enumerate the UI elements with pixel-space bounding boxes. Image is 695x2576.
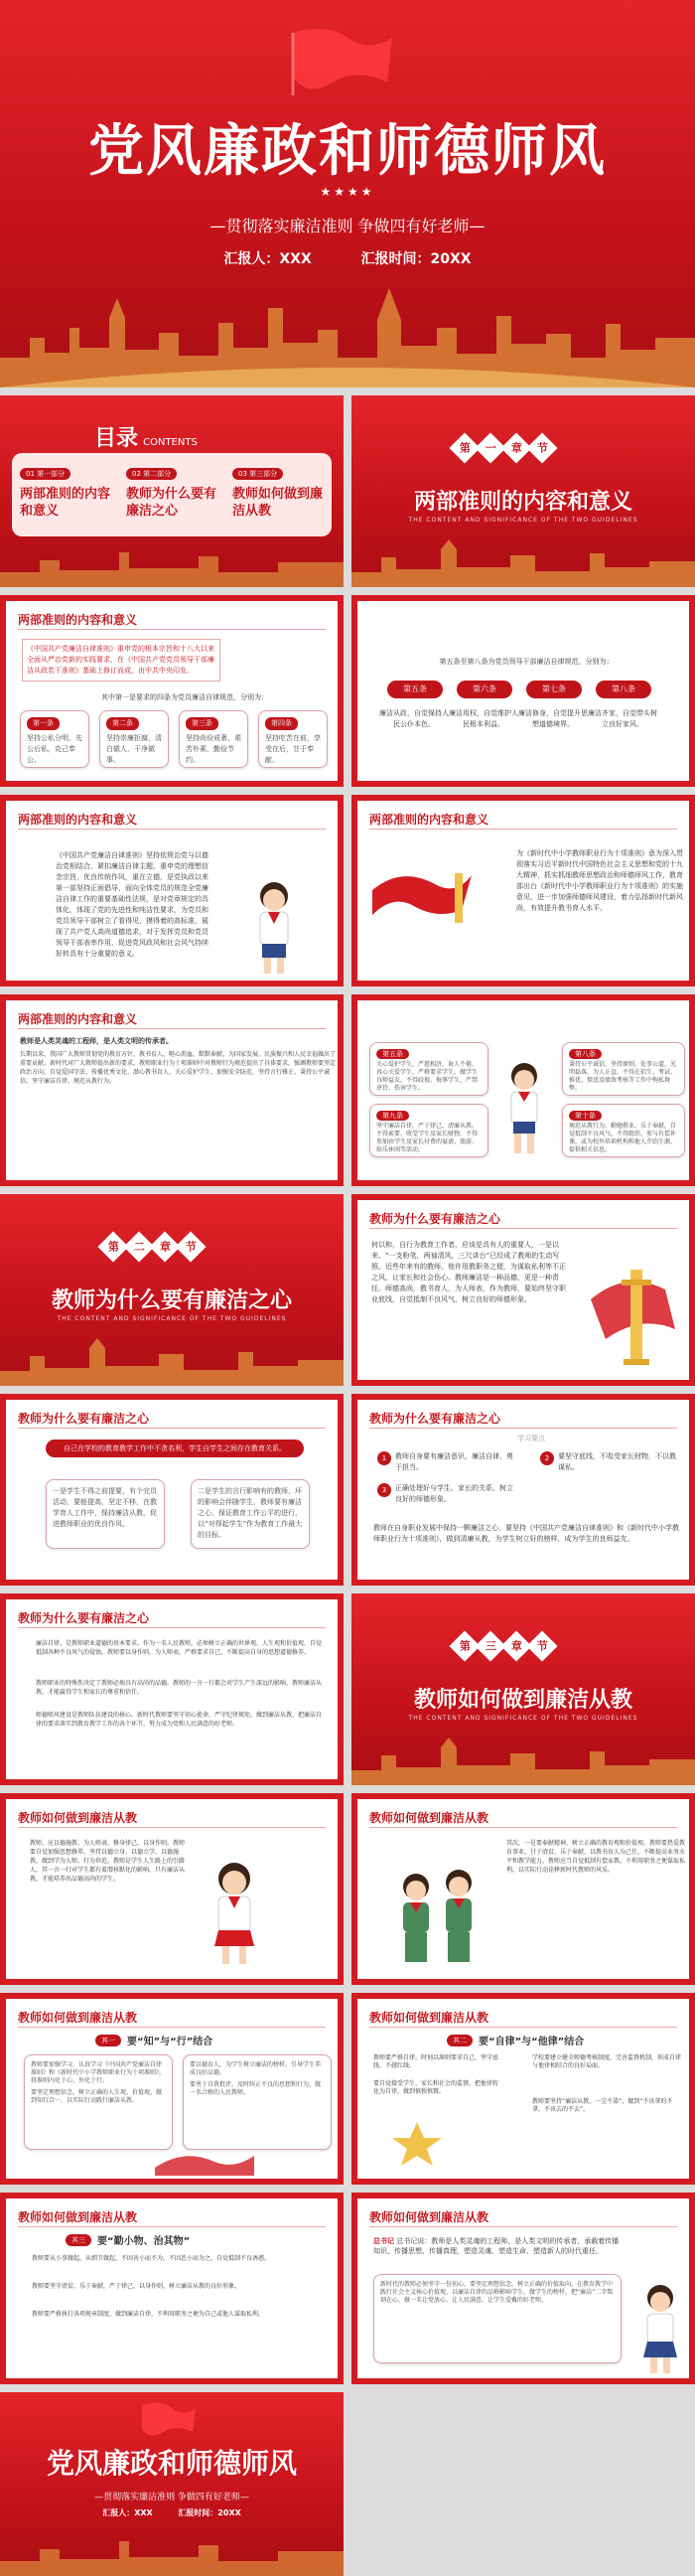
point-text: 教师要坚持“廉洁从教、一尘不染”，做到“不该拿的不拿，不该去的不去”。 [532,2098,673,2113]
closing-title: 党风廉政和师德师风 [46,2447,297,2480]
rule-card: 第十条 规范从教行为，勤勉敬业，乐于奉献，自觉抵制不良风气。不得组织、参与有偿补课，或为校外培训机构和他人介绍生源、提供相关信息。 [562,1104,685,1157]
slide-heart-b [0,1394,344,1586]
section-header: 教师如何做到廉洁从教 [369,2210,489,2224]
section-header: 教师为什么要有廉洁之心 [369,1412,501,1426]
rule-card: 第五条 关心爱护学生，严慈相济，诲人不倦，真心关爱学生，严格要求学生，做学生良师益友。不得歧视、侮辱学生，严禁虐待、伤害学生。 [369,1042,488,1096]
point-text: 学校要建立健全师德考核制度，完善监督机制，形成自律与他律相结合的良好局面。 [532,2054,682,2069]
section-header: 教师为什么要有廉洁之心 [18,1412,150,1426]
slide-norms-e [0,994,344,1186]
toc-item[interactable] [232,461,328,520]
quote-block [373,2236,622,2256]
mid-text: 其中第一是要求的四条为党员廉洁自律规范，分别为： [101,693,268,701]
slide-practice-b [351,1793,695,1985]
toc-item-label: 两部准则的内容和意义 [20,487,111,519]
skyline-graphic [351,1736,695,1785]
point-banner [447,2033,584,2047]
cover-title: 党风廉政和师德师风 [88,119,607,184]
student-illustration [499,1058,549,1161]
slide-norms-d [351,795,695,986]
toc-item-label: 教师如何做到廉洁从教 [232,487,324,519]
chapter-3-slide [351,1593,695,1785]
cover-subtitle: —贯彻落实廉洁准则 争做四有好老师— [209,217,486,235]
rule-card: 第四条 坚持吃苦在前，享受在后，甘于奉献。 [258,710,328,768]
section-header: 教师如何做到廉洁从教 [18,1811,138,1825]
slide-norms-b [351,595,695,787]
rule-card: 第八条 秉持公平诚信，坚持原则，处事公道，光明磊落，为人正直。不得在招生、考试、推优、保送及绩效考核等工作中徇私舞弊。 [562,1042,685,1096]
point-card: 要以德育人，为学生树立廉洁的榜样，引导学生养成良好品德。 要勇于自我批评，及时纠正不良的思想和行为，做一名合格的人民教师。 [183,2054,332,2150]
point-tag: 其三 [66,2234,91,2246]
rule-text: 廉洁修身，自觉提升思想道德境界。 [518,709,588,728]
toc-title: 目录 [94,426,139,451]
rule-pill: 第六条 [457,681,512,698]
toc-item[interactable] [126,461,221,520]
skyline-graphic [351,537,695,587]
toc-item-label: 教师为什么要有廉洁之心 [126,487,217,519]
students-illustration [381,1869,490,1972]
rule-pill: 第八条 [596,681,651,698]
point-banner [95,2033,212,2047]
point-text: 教师要从小事做起，从细节做起，不因善小而不为，不因恶小而为之，自觉抵制不良诱惑。 [32,2255,271,2262]
party-emblem-icon [387,2120,447,2174]
skyline-graphic [0,2531,344,2576]
huabiao-illustration [586,1260,685,1373]
closing-date: 汇报时间：20XX [178,2508,241,2517]
section-header: 两部准则的内容和意义 [18,613,138,627]
point-marker: 1 [377,1451,391,1465]
slide-practice-d [351,1993,695,2185]
point-text: 要坚守底线，不收受家长财物，不以教谋私。 [558,1452,676,1471]
cover-slide [0,0,695,387]
point-text: 正确处理好与学生、家长的关系，树立良好的师德形象。 [395,1484,513,1503]
section-header: 教师如何做到廉洁从教 [18,2210,138,2224]
point-marker: 2 [540,1451,554,1465]
section-header: 教师如何做到廉洁从教 [18,2011,138,2025]
rule-card: 第三条 坚持尚俭戒奢，艰苦朴素，勤俭节约。 [179,710,248,768]
rule-text: 廉洁从政，自觉保持人民公仆本色。 [379,709,449,728]
point-card: 教师要加强学习，认真学习《中国共产党廉洁自律准则》和《新时代中小学教师职业行为十项准则》，将准则内化于心、外化于行。 要坚定理想信念，树立正确的人生观、价值观，做到知行合一，以实际行动践行廉洁从教。 [24,2054,173,2150]
body-text: 教师职业的特殊性决定了教师必须具有高尚的品德。教师的一言一行都会对学生产生深远的影响，教师廉洁从教，才能赢得学生和家长的尊重和信任。 [36,1680,323,1696]
chapter-title: 教师如何做到廉洁从教 [413,1688,632,1713]
rule-text: 廉洁用权，自觉维护人民根本利益。 [449,709,518,728]
chapter-badge: 第 三 章 节 [454,1635,553,1657]
closing-meta [0,2507,344,2518]
point-text: 教师要严格执行各项规章制度，做到廉洁自律，不利用职务之便为自己或他人谋取私利。 [32,2311,265,2318]
body-text: 廉洁自律，是教师职业道德的基本要求。作为一名人民教师，必须树立正确的世界观、人生观和价值观，自觉抵制各种不良风气的侵蚀。教师要以身作则，为人师表，严格要求自己，不断提高自身的思想道德修养。 [36,1640,323,1656]
student-illustration [244,878,304,982]
slide-practice-a [0,1793,344,1985]
slide-practice-c [0,1993,344,2185]
teacher-illustration [635,2282,685,2380]
quote-label: 总书记 [373,2237,394,2245]
point-text: 教师要坚守清贫，乐于奉献，严于律己，以身作则，树立廉洁从教的良好形象。 [32,2283,241,2290]
section-header: 教师如何做到廉洁从教 [369,2011,489,2025]
intro-text: 第五条至第八条为党员领导干部廉洁自律规范，分别为： [439,658,614,666]
ribbon-graphic [155,2148,254,2182]
body-text: 何以和，自行为教育工作者，应该是具有人的重要人，一是以来、“一支粉笔，两袖清风，三尺讲台”已经成了教师的生动写照。近些年来有的教师，他许用教职务之便，为谋取私利等不正之风，让家长和社会伤心。教师廉洁是一种品德，更是一种责任。师德高尚，教书育人，为人师表，作为教师，要始终坚守职业底线，自觉抵制不良风气，树立良好的师德形象。 [371,1241,566,1303]
point-title: 要“自律”与“他律”结合 [479,2037,585,2047]
point-title: 要“知”与“行”结合 [127,2037,213,2047]
flag-icon [139,2402,199,2446]
section-header: 两部准则的内容和意义 [18,813,138,827]
toc-heading [94,421,198,452]
chapter-title: 两部准则的内容和意义 [413,490,632,515]
flag-icon [288,28,397,97]
toc-item[interactable] [20,461,115,520]
section-header: 两部准则的内容和意义 [369,813,489,827]
slide-norms-c [0,795,344,986]
slide-practice-f [351,2193,695,2384]
student-illustration [205,1859,264,1972]
chapter-subtitle: THE CONTENT AND SIGNIFICANCE OF THE TWO GUIDELINES [408,517,638,524]
slide-heart-d [0,1593,344,1785]
section-header: 两部准则的内容和意义 [18,1012,138,1026]
rule-card: 第九条 坚守廉洁自律，严于律己，清廉从教。不得索要、收受学生及家长财物，不得参加由学生及家长付费的宴请、旅游、娱乐休闲等活动。 [369,1104,488,1157]
rule-card: 第一条 坚持公私分明，先公后私，克己奉公。 [20,710,89,768]
ribbon-graphic [367,865,477,929]
slide-norms-a [0,595,344,787]
reason-card: 二是学生的言行影响有的教师，坏的影响会伴随学生，教师要有廉洁之心，保证教育工作公平的进行，以“对得起学生”作为教育工作最大的目标。 [191,1479,310,1549]
intro-text: 《中国共产党廉洁自律准则》重申党的根本宗旨和十八大以来全面从严治党新的实践要求，在《中国共产党党员领导干部廉洁从政若干准则》基础上修订而成，由中共中央印发。 [22,639,220,682]
toc-list [20,461,328,520]
toc-slide [0,395,344,587]
points-title: 学习要点 [517,1435,545,1442]
chapter-subtitle: THE CONTENT AND SIGNIFICANCE OF THE TWO GUIDELINES [408,1715,638,1722]
section-header: 教师为什么要有廉洁之心 [18,1611,150,1625]
skyline-graphic [0,1336,344,1386]
rule-pill: 第七条 [526,681,582,698]
rule-text: 廉洁齐家，自觉带头树立良好家风。 [588,709,657,728]
point-text: 要自觉接受学生、家长和社会的监督，把他律转化为自律，做到慎独慎微。 [373,2080,499,2095]
banner: 自己在学校的教育教学工作中不贪名利，学生自学生之间存在教育关系。 [46,1440,304,1457]
body-text: 《中国共产党廉洁自律准则》坚持依规治党与以德治党相结合，紧扣廉洁自律主题，重申党的理想信念宗旨，优良传统作风，重在立德，是党执政以来第一部坚持正面倡导、面向全体党员的规范全党廉洁自律工作的重要基础性法规，是对党章规定的具体化，体现了党的先进性和纯洁性要求，为党员和党员领导干部树立了看得见、摸得着的高标准，展现了共产党人高尚道德追求，对于发挥党员和党员领导干部表率作用，促进党风政风和社会风气持续好转具有十分重要的意义。 [56,851,208,958]
section-header: 教师如何做到廉洁从教 [369,1811,489,1825]
slide-practice-e [0,2193,344,2384]
chapter-title: 教师为什么要有廉洁之心 [51,1288,292,1313]
toc-title-en: CONTENTS [143,437,198,448]
reason-card: 一是学生不得之前提要，有个完员活动，要能提高，坚定不移，在教学育人工作中，保持廉洁从教，促进教师职业的优良作风。 [46,1479,165,1549]
closing-reporter: 汇报人：XXX [102,2508,153,2517]
toc-item-tag: 01 第一部分 [20,468,70,480]
point-banner [66,2232,190,2247]
cover-stars: ★★★★ [320,185,375,199]
cover-meta [0,248,695,268]
point-text: 教师自身要有廉洁意识，廉洁自律，勇于担当。 [395,1452,513,1471]
point-text: 教师要严格自律，时刻以准则要求自己，坚守底线，不越红线。 [373,2054,499,2069]
chapter-badge: 第 二 章 节 [102,1236,202,1258]
body-text: 其次，一是要奉献精神，树立正确的教育观和价值观。教师要热爱教育事业，甘于清贫，乐于奉献，以教书育人为己任，不断提高业务水平和教学能力。教师应当自觉抵制有偿家教，不利用职务之便谋取私利，以实际行动诠释新时代教师的风采。 [506,1840,685,1874]
body-text: 为《新时代中小学教师职业行为十项准则》意为深入贯彻落实习近平新时代中国特色社会主义思想和党的十九大精神，抓实抓细教师思想政治和师德师风工作，教育部出台《新时代中小学教师职业行为十项准则》的实施意见，进一步加强师德师风建设，着力弘扬新时代新风尚，有效提升教书育人水平。 [516,849,683,912]
slide-heart-c [351,1394,695,1586]
chapter-2-slide [0,1194,344,1386]
toc-item-tag: 02 第二部分 [126,468,177,480]
slide-norms-f [351,994,695,1186]
closing-slide [0,2392,344,2576]
toc-item-tag: 03 第三部分 [232,468,283,480]
closing-subtitle: —贯彻落实廉洁准则 争做四有好老师— [94,2493,249,2502]
cover-reporter: 汇报人：XXX [223,251,312,267]
rule-card: 第二条 坚持崇廉拒腐，清白做人，干净做事。 [99,710,169,768]
chapter-1-slide [351,395,695,587]
body-title: 教师是人类灵魂的工程师，是人类文明的传承者。 [20,1037,173,1045]
chapter-badge: 第 一 章 节 [454,437,553,459]
slide-heart-a [351,1194,695,1386]
summary-text: 教师在自身职业发展中保持一颗廉洁之心，要坚持《中国共产党廉洁自律准则》和《新时代中小学教师职业行为十项准则》，做到清廉从教，为学生树立好的榜样，成为学生的良师益友。 [373,1524,679,1543]
point-tag: 其一 [95,2035,121,2046]
section-header: 教师为什么要有廉洁之心 [369,1212,501,1226]
cover-date: 汇报时间：20XX [360,251,472,267]
body-text: 长期以来，我国广大教师贯彻党的教育方针，教书育人，呕心沥血，默默奉献，为国家发展、民族振兴和人民幸福做出了重要贡献。新时代对广大教师提出新的要求，教师职业行为十项准则中对教师行为规范提出了具体要求，强调教师要坚定政治方向、自觉爱国守法、传播优秀文化、潜心教书育人、关心爱护学生、加强安全防范、坚持言行雅正、秉持公平诚信、坚守廉洁自律、规范从教行为。 [20,1051,336,1085]
quote-box: 新时代的教师必须坚守一份初心，要坚定理想信念，树立正确的价值取向，在教育教学中践行社会主义核心价值观，以廉洁自律的品格影响学生，做学生的榜样，把“廉洁”二字铭刻在心，做一名让党放心、让人民满意、让学生爱戴的好老师。 [373,2274,622,2363]
rule-pill: 第五条 [387,681,443,698]
quote-text: 总书记说：教师是人类灵魂的工程师，是人类文明的传承者，承载着传播知识、传播思想、传播真理，塑造灵魂、塑造生命、塑造新人的时代重任。 [373,2237,620,2255]
chapter-subtitle: THE CONTENT AND SIGNIFICANCE OF THE TWO GUIDELINES [57,1315,287,1322]
point-title: 要“勤小物、治其物” [97,2236,191,2247]
point-tag: 其二 [447,2035,473,2046]
skyline-graphic [0,278,695,387]
skyline-graphic [0,542,344,587]
point-marker: 3 [377,1483,391,1497]
body-text: 教师，应以德施教、为人师表，修身律己，以身作则。教师要自觉加强思想修养，坚持以德立身、以德立学、以德施教，做到学为人师、行为世范。教师是学生人生路上的引路人，其一言一行对学生都有着潜移默化的影响。只有廉洁从教，才能培养出品德高尚的学生。 [30,1840,186,1883]
body-text: 师德师风建设是教师队伍建设的核心。新时代教师要坚守初心使命，严守纪律规矩，做到廉洁从教，把廉洁自律的要求落实到教育教学工作的各个环节，努力成为党和人民满意的好老师。 [36,1712,323,1728]
